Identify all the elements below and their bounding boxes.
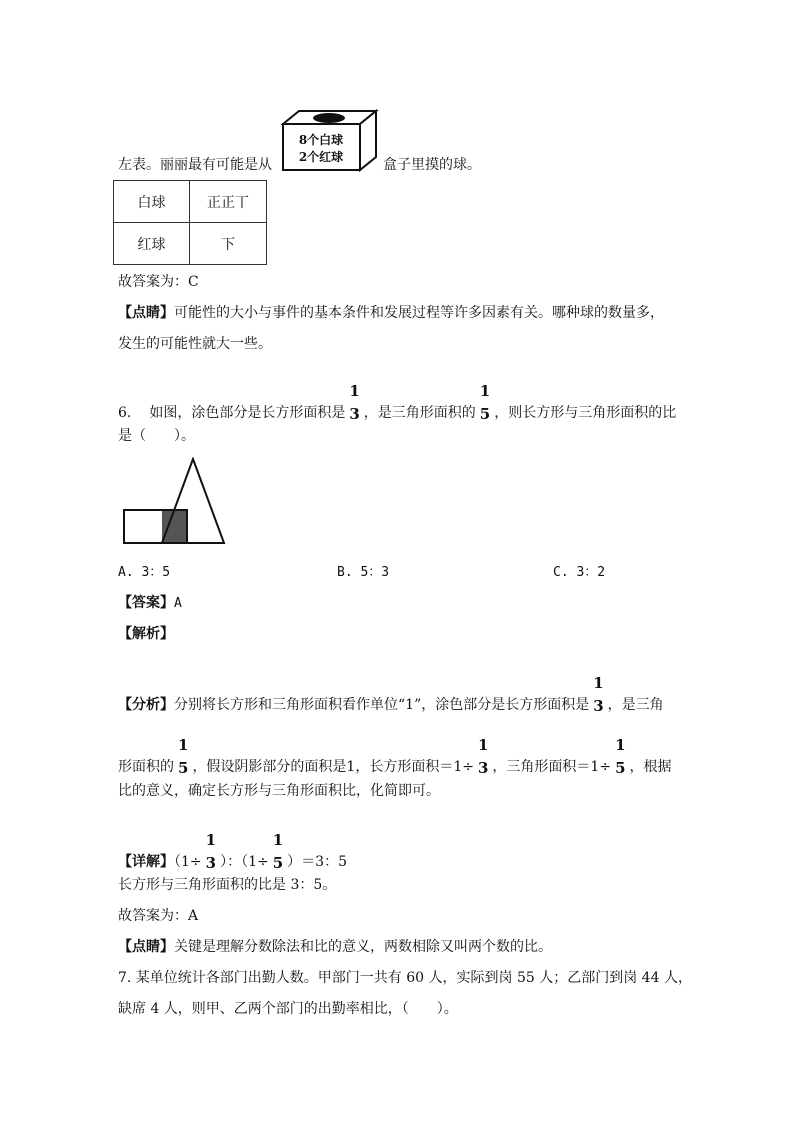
q6-option-b: B. 5：3 [337, 565, 390, 580]
q5-note-line2: 发生的可能性就大一些。 [118, 336, 272, 352]
q5-text-before-box: 左表。丽丽最有可能是从 [118, 157, 272, 173]
detail-text-b: ）：（1÷ [220, 854, 269, 870]
q7-stem-line2: 缺席 4 人，则甲、乙两个部门的出勤率相比，（ ）。 [118, 1001, 458, 1017]
box-hole [313, 113, 345, 123]
q6-analysis-tag [118, 624, 174, 644]
q6-stem-c: ，则长方形与三角形面积的比 [494, 405, 677, 421]
fraction-one-third: 1 3 [477, 736, 489, 777]
fenxi-text-e: ，三角形面积＝1÷ [492, 759, 612, 775]
detail-text-c: ）＝3：5 [287, 854, 347, 870]
fenxi-text-f: ，根据 [629, 759, 672, 775]
box-label-white: 8个白球 [298, 133, 344, 147]
table-cell-label: 红球 [114, 223, 190, 265]
detail-text-a: （1÷ [174, 854, 202, 870]
fraction-one-fifth: 1 5 [479, 382, 491, 423]
ball-box-image [281, 108, 379, 172]
table-row [114, 223, 267, 265]
box-label-red: 2个红球 [298, 150, 344, 164]
fraction-one-fifth: 1 5 [272, 831, 284, 872]
answer-value: A [174, 596, 182, 611]
table-cell-tally: 下 [190, 223, 267, 265]
fraction-one-fifth: 1 5 [178, 736, 189, 777]
fenxi-text-b: ，是三角 [607, 697, 664, 713]
note-text: 关键是理解分数除法和比的意义，两数相除又叫两个数的比。 [174, 939, 552, 955]
q5-note-line1 [118, 303, 664, 323]
note-tag: 【点睛】 [118, 939, 174, 955]
fraction-one-third: 1 3 [205, 831, 217, 872]
fraction-one-third: 1 3 [349, 382, 360, 423]
q6-stem-b: ，是三角形面积的 [363, 405, 476, 421]
q6-fenxi-line3: 比的意义，确定长方形与三角形面积比，化简即可。 [118, 783, 440, 799]
q7-stem-line1: 7. 某单位统计各部门出勤人数。甲部门一共有 60 人，实际到岗 55 人；乙部门到岗 44 人， [118, 970, 692, 986]
fenxi-text-a: 分别将长方形和三角形面积看作单位“1”，涂色部分是长方形面积是 [174, 697, 590, 713]
q6-option-a: A. 3：5 [118, 565, 171, 580]
fenxi-tag: 【分析】 [118, 697, 174, 713]
q5-text-after-box: 盒子里摸的球。 [383, 157, 481, 173]
q6-answer [118, 593, 182, 614]
answer-tag: 【答案】 [118, 595, 174, 611]
fraction-one-third: 1 3 [593, 674, 604, 715]
note-text: 可能性的大小与事件的基本条件和发展过程等许多因素有关。哪种球的数量多， [174, 305, 664, 321]
q6-stem-line1 [118, 382, 677, 432]
note-tag: 【点睛】 [118, 305, 174, 321]
table-cell-label: 白球 [114, 181, 190, 223]
q5-answer: 故答案为：C [118, 274, 199, 290]
rectangle-triangle-figure [122, 457, 228, 545]
q6-stem-line2: 是（ ）。 [118, 428, 195, 444]
tally-table [113, 180, 267, 265]
q6-note [118, 937, 552, 957]
fraction-one-fifth: 1 5 [615, 736, 626, 777]
detail-tag: 【详解】 [118, 854, 174, 870]
q6-option-c: C. 3：2 [553, 565, 606, 580]
table-cell-tally: 正正丅 [190, 181, 267, 223]
q6-number: 6. [118, 405, 132, 421]
analysis-tag: 【解析】 [118, 626, 174, 642]
table-row [114, 181, 267, 223]
shaded-overlap [162, 510, 187, 543]
fenxi-text-c: 形面积的 [118, 759, 174, 775]
q6-answer-line: 故答案为：A [118, 908, 199, 924]
q6-fenxi-line1 [118, 674, 664, 724]
fenxi-text-d: ，假设阴影部分的面积是1，长方形面积＝1÷ [192, 759, 474, 775]
q6-conclusion: 长方形与三角形面积的比是 3：5。 [118, 877, 337, 893]
q6-stem-a: 如图，涂色部分是长方形面积是 [149, 405, 346, 421]
